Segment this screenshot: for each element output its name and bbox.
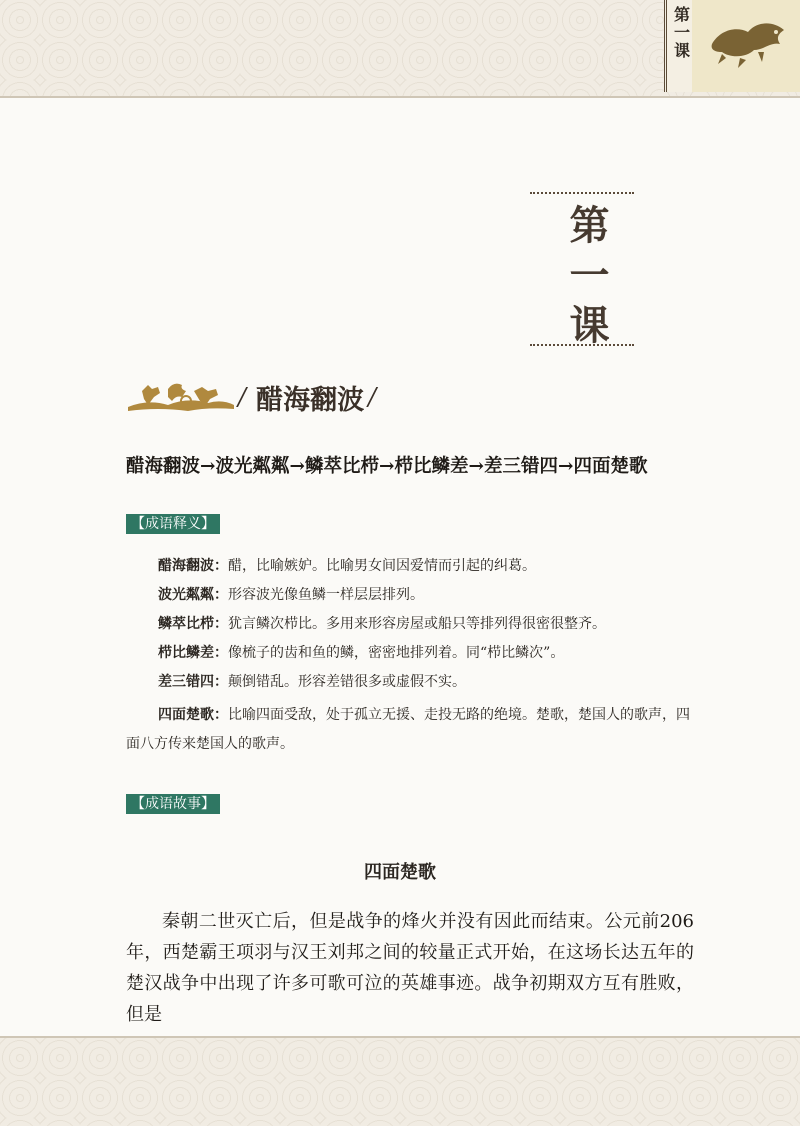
definitions-section-label: 【成语释义】 [126, 514, 220, 534]
definition-text: 像梳子的齿和鱼的鳞，密密地排列着。同“栉比鳞次”。 [228, 645, 565, 661]
chapter-tab-label: 第一课 [671, 6, 691, 60]
definition-term: 醋海翻波： [158, 558, 228, 574]
definition-text: 形容波光像鱼鳞一样层层排列。 [228, 587, 424, 603]
definition-item [126, 556, 696, 576]
definition-term: 四面楚歌： [158, 707, 228, 723]
story-text: 秦朝二世灭亡后，但是战争的烽火并没有因此而结束。公元前206年，西楚霸王项羽与汉王刘邦之间的较量正式开始，在这场长达五年的楚汉战争中出现了许多可歌可泣的英雄事迹。战争初期双方互有胜败，但是 [126, 911, 694, 1025]
idiom-chain: 醋海翻波→波光粼粼→鳞萃比栉→栉比鳞差→差三错四→四面楚歌 [126, 456, 648, 477]
bottom-decorative-band [0, 1036, 800, 1126]
definition-item [126, 614, 696, 634]
idiom-title-row [128, 376, 380, 418]
title-slash-right: / [368, 383, 377, 411]
definition-item [126, 701, 696, 759]
definition-item [126, 643, 696, 663]
dragon-emblem-icon [692, 0, 800, 92]
definition-term: 波光粼粼： [158, 587, 228, 603]
definition-item [126, 672, 696, 692]
definition-item [126, 585, 696, 605]
definition-text: 醋，比喻嫉妒。比喻男女间因爱情而引起的纠葛。 [228, 558, 536, 574]
lesson-heading: 第一课 [563, 204, 610, 354]
definition-term: 栉比鳞差： [158, 645, 228, 661]
definition-term: 差三错四： [158, 674, 228, 690]
heading-dotted-rule-bottom [530, 344, 634, 346]
chariot-horses-icon [128, 377, 234, 417]
story-section-label: 【成语故事】 [126, 794, 220, 814]
definition-text: 犹言鳞次栉比。多用来形容房屋或船只等排列得很密很整齐。 [228, 616, 606, 632]
definition-term: 鳞萃比栉： [158, 616, 228, 632]
story-title: 四面楚歌 [364, 862, 436, 883]
title-slash-left: / [238, 383, 247, 411]
definition-text: 比喻四面受敌，处于孤立无援、走投无路的绝境。楚歌，楚国人的歌声，四面八方传来楚国人的歌声。 [126, 707, 690, 752]
definition-text: 颠倒错乱。形容差错很多或虚假不实。 [228, 674, 466, 690]
heading-dotted-rule-top [530, 192, 634, 194]
idiom-title: 醋海翻波 [256, 384, 365, 416]
